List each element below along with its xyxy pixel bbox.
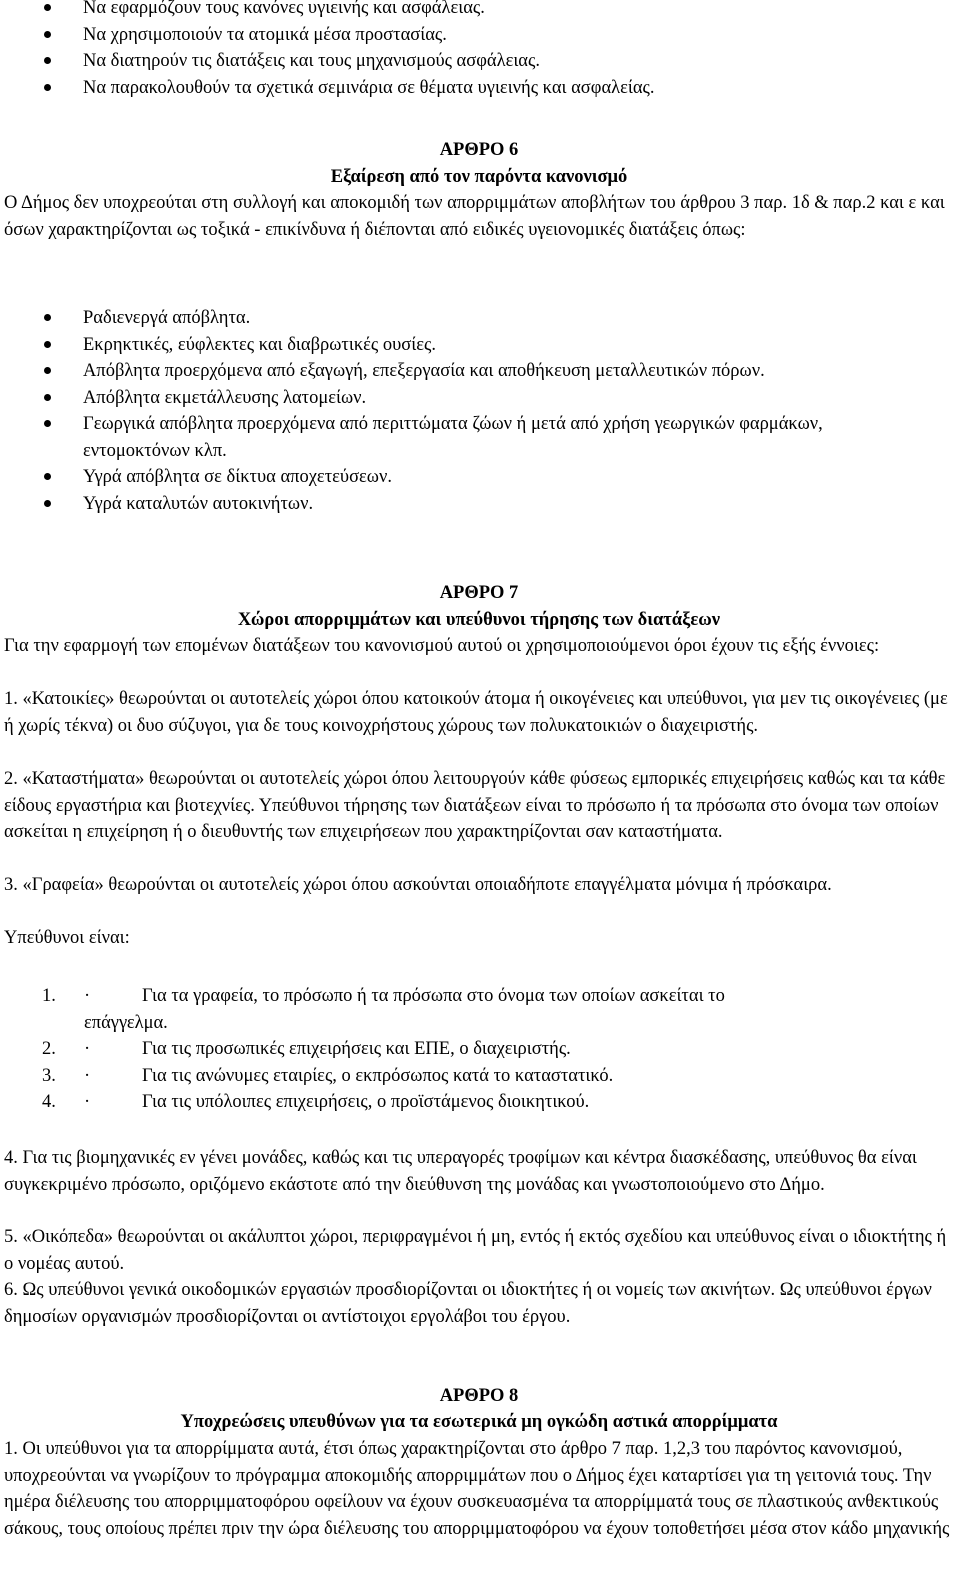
list-item: Υγρά απόβλητα σε δίκτυα αποχετεύσεων. bbox=[4, 464, 954, 491]
list-item: Να χρησιμοποιούν τα ατομικά μέσα προστασίας. bbox=[4, 22, 954, 49]
article-6-title: Εξαίρεση από τον παρόντα κανονισμό bbox=[330, 167, 628, 187]
intro-bullet-list bbox=[4, 0, 954, 101]
table-row: 3. · Για τις ανώνυμες εταιρίες, ο εκπρόσωπος κατά το καταστατικό. bbox=[42, 1065, 614, 1086]
article-7-number: ΑΡΘΡΟ 7 bbox=[439, 583, 519, 603]
article-7-title: Χώροι απορριμμάτων και υπεύθυνοι τήρησης των διατάξεων bbox=[237, 610, 721, 630]
list-item: Εκρηκτικές, εύφλεκτες και διαβρωτικές ουσίες. bbox=[4, 332, 954, 359]
bullet-icon bbox=[44, 473, 51, 480]
article-8-paragraph-1: 1. Οι υπεύθυνοι για τα απορρίμματα αυτά, έτσι όπως χαρακτηρίζονται στο άρθρο 7 παρ. 1,2,3 του παρόντος κανονισμού, υποχρεούνται να γνωρίζουν το πρόγραμμα αποκομιδής απορριμμάτων που ο Δήμος έχει καταρτίσει για τη γειτονιά τους. Την ημέρα διέλευσης του απορριμματοφόρου οφείλουν να έχουν συσκευασμένα τα απορρίμματά τους σε πλαστικούς ανθεκτικούς σάκους, τους οποίους πρέπει πριν την ώρα διέλευσης του απορριμματοφόρου να έχουν τοποθετήσει μέσα στον κάδο μηχανικής bbox=[4, 1439, 950, 1539]
article-7-paragraph-1: 1. «Κατοικίες» θεωρούνται οι αυτοτελείς χώροι όπου κατοικούν άτομα ή οικογένειες και υπεύθυνοι, για μεν τις οικογένειες (με ή χωρίς τέκνα) οι δυο σύζυγοι, για δε τους κοινοχρήστους χώρους των πολυκατοικιών ο διαχειριστής. bbox=[4, 689, 948, 736]
table-row: 2. · Για τις προσωπικές επιχειρήσεις και ΕΠΕ, ο διαχειριστής. bbox=[42, 1039, 571, 1059]
table-row: 1. · Για τα γραφεία, το πρόσωπο ή τα πρόσωπα στο όνομα των οποίων ασκείται το επάγγελμα. bbox=[42, 986, 725, 1033]
article-6-body: Ο Δήμος δεν υποχρεούται στη συλλογή και αποκομιδή των απορριμμάτων αποβλήτων του άρθρου 3 παρ. 1δ & παρ.2 και ε και όσων χαρακτηρίζονται ως τοξικά - επικίνδυνα ή διέπονται από ειδικές υγειονομικές διατάξεις όπως: bbox=[4, 193, 945, 240]
list-item: Ραδιενεργά απόβλητα. bbox=[4, 305, 954, 332]
bullet-icon bbox=[44, 31, 51, 38]
article-7-paragraph-6: 6. Ως υπεύθυνοι γενικά οικοδομικών εργασιών προσδιορίζονται οι ιδιοκτήτες ή οι νομείς των ακινήτων. Ως υπεύθυνοι έργων δημοσίων οργανισμών προσδιορίζονται οι αντίστοιχοι εργολάβοι του έργου. bbox=[4, 1280, 932, 1327]
article-8-title: Υποχρεώσεις υπευθύνων για τα εσωτερικά μη ογκώδη αστικά απορρίμματα bbox=[180, 1412, 778, 1432]
bullet-icon bbox=[44, 84, 51, 91]
bullet-icon bbox=[44, 341, 51, 348]
list-item: Υγρά καταλυτών αυτοκινήτων. bbox=[4, 491, 954, 518]
list-item: Να διατηρούν τις διατάξεις και τους μηχανισμούς ασφάλειας. bbox=[4, 48, 954, 75]
bullet-icon bbox=[44, 367, 51, 374]
bullet-icon bbox=[44, 314, 51, 321]
article-6-bullet-list bbox=[4, 305, 954, 517]
list-item: Απόβλητα προερχόμενα από εξαγωγή, επεξεργασία και αποθήκευση μεταλλευτικών πόρων. bbox=[4, 358, 954, 385]
bullet-icon bbox=[44, 394, 51, 401]
article-8-number: ΑΡΘΡΟ 8 bbox=[439, 1386, 519, 1406]
article-7-paragraph-3: 3. «Γραφεία» θεωρούνται οι αυτοτελείς χώροι όπου ασκούνται οποιαδήποτε επαγγέλματα μόνιμα ή πρόσκαιρα. bbox=[4, 875, 832, 895]
bullet-icon bbox=[44, 4, 51, 11]
article-7-paragraph-2: 2. «Καταστήματα» θεωρούνται οι αυτοτελείς χώροι όπου λειτουργούν κάθε φύσεως εμπορικές επιχειρήσεις καθώς και τα κάθε είδους εργαστήρια και βιοτεχνίες. Υπεύθυνοι τήρησης των διατάξεων είναι το πρόσωπο ή τα πρόσωπα στο όνομα των οποίων ασκείται η επιχείρηση ή ο διευθυντής των επιχειρήσεων που χαρακτηρίζονται σαν καταστήματα. bbox=[4, 769, 946, 842]
table-row: 4. · Για τις υπόλοιπες επιχειρήσεις, ο προϊστάμενος διοικητικού. bbox=[42, 1092, 590, 1112]
list-item: Απόβλητα εκμετάλλευσης λατομείων. bbox=[4, 385, 954, 412]
responsible-label: Υπεύθυνοι είναι: bbox=[4, 928, 130, 948]
bullet-icon bbox=[44, 57, 51, 64]
list-item: Να παρακολουθούν τα σχετικά σεμινάρια σε θέματα υγιεινής και ασφαλείας. bbox=[4, 75, 954, 102]
article-7-paragraph-4: 4. Για τις βιομηχανικές εν γένει μονάδες, καθώς και τις υπεραγορές τροφίμων και κέντρα διασκέδασης, υπεύθυνος θα είναι συγκεκριμένο πρόσωπο, οριζόμενο εκάστοτε από την διεύθυνση της μονάδας και γνωστοποιούμενο στο Δήμο. bbox=[4, 1148, 917, 1195]
bullet-icon bbox=[44, 420, 51, 427]
article-7-intro: Για την εφαρμογή των επομένων διατάξεων του κανονισμού αυτού οι χρησιμοποιούμενοι όροι έχουν τις εξής έννοιες: bbox=[4, 636, 880, 656]
bullet-icon bbox=[44, 500, 51, 507]
list-item: Γεωργικά απόβλητα προερχόμενα από περιττώματα ζώων ή μετά από χρήση γεωργικών φαρμάκων, εντομοκτόνων κλπ. bbox=[4, 411, 954, 464]
list-item: Να εφαρμόζουν τους κανόνες υγιεινής και ασφάλειας. bbox=[4, 0, 954, 22]
article-7-paragraph-5: 5. «Οικόπεδα» θεωρούνται οι ακάλυπτοι χώροι, περιφραγμένοι ή μη, εντός ή εκτός σχεδίου και υπεύθυνος είναι ο ιδιοκτήτης ή ο νομέας αυτού. bbox=[4, 1227, 947, 1274]
article-6-number: ΑΡΘΡΟ 6 bbox=[439, 140, 519, 160]
responsible-table bbox=[4, 983, 954, 1116]
